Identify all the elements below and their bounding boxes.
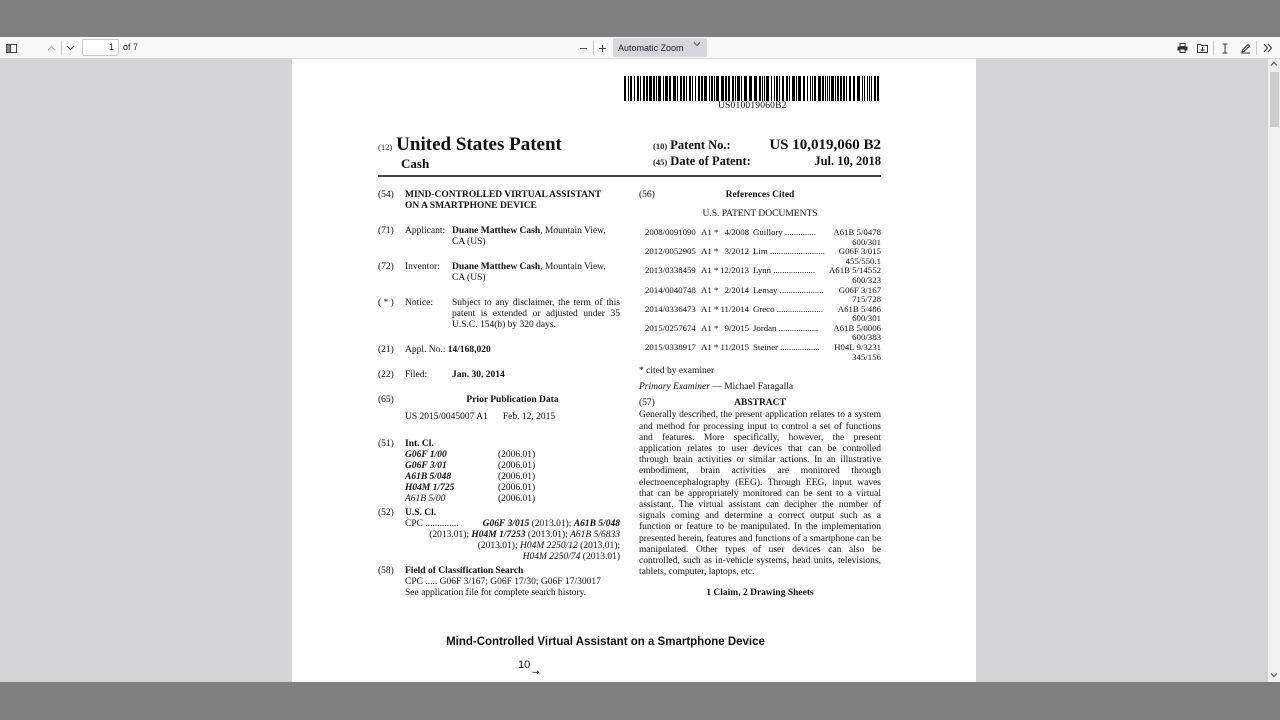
reference-inventor: Jordan — [753, 322, 777, 333]
zoom-in-button[interactable] — [596, 39, 608, 57]
barcode-bar — [818, 76, 821, 101]
save-button[interactable] — [1195, 39, 1209, 57]
barcode-bar — [877, 76, 879, 101]
toolbar-separator — [1213, 41, 1214, 55]
bibliographic-left-column — [378, 190, 620, 613]
reference-kind: A1 * — [701, 303, 719, 314]
cpc-version: (2013.01); — [529, 519, 574, 529]
int-cl-class: G06F 1/00 — [405, 450, 447, 460]
vertical-scrollbar[interactable] — [1268, 59, 1280, 682]
reference-kind: A1 * — [701, 284, 719, 295]
barcode-bar — [864, 76, 865, 101]
filed-date: Jan. 30, 2014 — [452, 370, 505, 380]
toolbar-separator — [1256, 41, 1257, 55]
barcode-bar — [709, 76, 710, 101]
barcode-bar — [867, 76, 868, 101]
barcode-bar — [673, 76, 676, 101]
barcode-text: US010019060B2 — [718, 101, 787, 111]
inventor-location: , Mountain View, — [540, 262, 606, 272]
patent-number-label: Patent No.: — [670, 138, 731, 152]
draw-button[interactable] — [1238, 39, 1252, 57]
page-number-input[interactable]: 1 — [82, 39, 119, 56]
reference-name — [753, 304, 829, 315]
reference-us-class: 600/301 — [852, 313, 881, 324]
reference-row — [639, 304, 881, 323]
patent-header-right — [653, 138, 881, 170]
references-subheading: U.S. PATENT DOCUMENTS — [702, 209, 818, 219]
code-54: (54) — [378, 190, 394, 200]
reference-inventor: Lemay — [753, 284, 778, 295]
int-cl-version: (2006.01) — [498, 461, 536, 471]
reference-leader-dots: .............. — [785, 227, 816, 237]
cpc-class: G06F 3/015 — [482, 519, 530, 529]
primary-examiner-name: — Michael Faragalla — [709, 382, 794, 393]
barcode-bar — [764, 76, 765, 101]
drawing-title: Mind-Controlled Virtual Assistant on a Smartphone Device — [446, 636, 765, 648]
prior-publication-number: US 2015/0045007 A1 — [405, 412, 488, 422]
applicant-name: Duane Matthew Cash — [452, 226, 541, 236]
barcode-bar — [831, 76, 834, 101]
reference-doc-number: 2008/0091090 — [645, 227, 696, 237]
chevron-down-icon — [66, 45, 75, 51]
barcode-bar — [656, 76, 657, 101]
pdf-page-1 — [292, 59, 976, 682]
reference-inventor: Greco — [753, 303, 775, 314]
us-cl-heading: U.S. Cl. — [405, 508, 437, 518]
bibliographic-right-column — [639, 190, 881, 599]
barcode-bar — [754, 76, 757, 101]
header-divider — [378, 175, 881, 177]
barcode-bar — [776, 76, 778, 101]
plus-icon — [598, 44, 607, 53]
invention-title-line1: MIND-CONTROLLED VIRTUAL ASSISTANT — [405, 190, 602, 200]
reference-inventor: Lim — [753, 246, 768, 257]
patent-date-row — [653, 154, 881, 170]
notice-label: Notice: — [405, 298, 433, 308]
barcode-bar — [782, 76, 784, 101]
minus-icon — [579, 44, 588, 53]
reference-date: 4/2008 — [724, 227, 749, 237]
references-heading-row — [639, 190, 881, 201]
int-cl-version: (2006.01) — [498, 483, 536, 493]
barcode-bar — [814, 76, 816, 101]
barcode-bar — [663, 76, 664, 101]
barcode-bar — [749, 76, 752, 101]
reference-class: A61B 5/486 — [837, 303, 881, 314]
barcode-bar — [692, 76, 693, 101]
primary-examiner-label: Primary Examiner — [639, 382, 710, 393]
reference-row — [639, 227, 881, 246]
cpc-classification — [405, 519, 620, 563]
field-of-search-heading: Field of Classification Search — [405, 566, 524, 576]
code-21: (21) — [378, 345, 394, 355]
int-cl-class: A61B 5/00 — [405, 494, 446, 504]
cpc-version: (2013.01); — [429, 530, 472, 540]
field-of-search-section — [378, 566, 620, 599]
double-chevron-right-icon — [1263, 43, 1273, 53]
barcode-bar — [822, 76, 824, 101]
reference-class: A61B 5/0478 — [833, 227, 881, 237]
barcode-bar — [762, 76, 763, 101]
scrollbar-thumb[interactable] — [1270, 72, 1279, 127]
barcode-bar — [835, 76, 836, 101]
invention-title-line2: ON A SMARTPHONE DEVICE — [405, 201, 537, 211]
field-of-search-cpc: CPC ..... G06F 3/167; G06F 17/30; G06F 17/30017 — [405, 577, 601, 587]
applicant-location: , Mountain View, — [540, 226, 606, 236]
reference-date: 9/2015 — [724, 322, 749, 333]
reference-leader-dots: ................... — [773, 265, 816, 276]
reference-us-class: 600/383 — [852, 332, 881, 343]
code-65: (65) — [378, 395, 394, 405]
barcode-bar — [689, 76, 691, 101]
barcode-bar — [744, 76, 747, 101]
barcode-bar — [677, 76, 678, 101]
toolbar-separator — [61, 41, 62, 55]
patent-header-left — [378, 134, 562, 171]
reference-name — [753, 285, 829, 296]
scroll-up-icon — [1268, 59, 1280, 69]
reference-inventor: Lynn — [753, 265, 772, 276]
inventor-surname: Cash — [401, 156, 430, 171]
reference-doc-number: 2013/0338459 — [645, 265, 696, 276]
barcode-bar — [698, 76, 700, 101]
zoom-select-value: Automatic Zoom — [618, 42, 684, 53]
toolbar-separator — [593, 41, 594, 55]
prior-publication-section — [378, 395, 620, 423]
code-57: (57) — [639, 398, 655, 409]
barcode-bar — [812, 76, 813, 101]
scroll-up-button[interactable] — [1268, 59, 1280, 71]
barcode-bar — [630, 76, 632, 101]
int-cl-version: (2006.01) — [498, 472, 536, 482]
abstract-text: Generally described, the present application relates to a system and method for processing input to control a set of functions and features. More specifically, however, the present application relates to user devices that can be controlled through brain activities or similar actions. In an illustrative embodiment, brain activities are monitored through electroencephalography (EEG). Through EEG, input waves that can be appropriately monitored can be sent to a virtual assistant. The virtual assistant can decipher the number of signals coming and determine a correct output such as a function or feature to be manipulated. In the implementation presented herein, features and functions of a smartphone can be manipulated. Other types of user devices can also be controlled, such as in-vehicle systems, head units, televisions, tablets, computer, laptops, etc. — [639, 410, 881, 578]
reference-kind: A1 * — [701, 342, 719, 353]
reference-date: 11/2015 — [720, 342, 749, 353]
int-cl-row — [405, 461, 620, 472]
reference-doc-number: 2014/0336473 — [645, 303, 696, 314]
barcode-bar — [871, 76, 872, 101]
int-cl-heading: Int. Cl. — [405, 439, 434, 449]
inventor-section — [378, 262, 620, 284]
barcode-bar — [646, 76, 648, 101]
reference-us-class: 345/156 — [852, 351, 881, 362]
reference-row — [639, 342, 881, 361]
code-72: (72) — [378, 262, 394, 272]
barcode-bar — [624, 76, 626, 101]
barcode-bar — [653, 76, 655, 101]
int-cl-row — [405, 450, 620, 461]
reference-doc-number: 2012/0052905 — [645, 246, 696, 257]
barcode-bar — [766, 76, 769, 101]
code-notice: ( * ) — [378, 298, 394, 308]
zoom-select[interactable] — [613, 38, 707, 57]
barcode-bar — [669, 76, 671, 101]
patent-date-label: Date of Patent: — [670, 154, 751, 168]
drawing-arrow-icon: ↘ — [529, 665, 542, 679]
reference-date: 11/2014 — [720, 303, 749, 314]
reference-doc-number: 2015/0257674 — [645, 322, 696, 333]
barcode-bar — [857, 76, 860, 101]
barcode — [624, 76, 882, 101]
barcode-bar — [737, 76, 740, 101]
filed-section — [378, 370, 620, 381]
patent-type-title: United States Patent — [396, 134, 562, 155]
barcode-bar — [725, 76, 727, 101]
cpc-version: (2013.01); — [577, 541, 620, 551]
reference-class: A61B 5/0006 — [833, 322, 881, 333]
code-12: (12) — [378, 142, 393, 152]
cpc-class: H04M 1/7253 — [471, 530, 526, 540]
barcode-bar — [716, 76, 719, 101]
barcode-bar — [792, 76, 795, 101]
reference-kind: A1 * — [701, 227, 719, 237]
reference-us-class: 600/301 — [852, 236, 881, 247]
barcode-bar — [827, 76, 828, 101]
cited-by-examiner-note: * cited by examiner — [639, 366, 715, 377]
barcode-bar — [704, 76, 707, 101]
barcode-bar — [849, 76, 851, 101]
int-cl-section — [378, 439, 620, 505]
barcode-bar — [640, 76, 641, 101]
barcode-bar — [837, 76, 839, 101]
text-cursor-icon — [1221, 43, 1229, 54]
int-cl-row — [405, 472, 620, 483]
barcode-bar — [665, 76, 668, 101]
reference-name — [753, 227, 829, 238]
code-10: (10) — [653, 141, 668, 151]
applicant-location-2: CA (US) — [452, 237, 486, 247]
reference-us-class: 455/550.1 — [845, 255, 881, 266]
cpc-version: (2013.01); — [477, 541, 520, 551]
barcode-bar — [846, 76, 847, 101]
reference-kind: A1 * — [701, 265, 719, 276]
abstract-heading-row — [639, 398, 881, 409]
barcode-bar — [628, 76, 629, 101]
claims-summary: 1 Claim, 2 Drawing Sheets — [706, 588, 814, 599]
barcode-bar — [803, 76, 805, 101]
barcode-bar — [634, 76, 635, 101]
references-list — [639, 227, 881, 361]
barcode-bar — [810, 76, 811, 101]
primary-examiner — [639, 382, 881, 393]
reference-leader-dots: .................... — [779, 284, 824, 295]
reference-inventor: Guillory — [753, 227, 783, 237]
inventor-label: Inventor: — [405, 262, 440, 272]
reference-leader-dots: .................. — [778, 322, 819, 333]
reference-class: A61B 5/14552 — [828, 265, 881, 276]
code-22: (22) — [378, 370, 394, 380]
cpc-version: (2013.01); — [525, 530, 571, 540]
barcode-bar — [840, 76, 842, 101]
barcode-bar — [695, 76, 696, 101]
print-icon — [1177, 43, 1188, 53]
int-cl-row — [405, 494, 620, 505]
patent-number-row — [653, 138, 881, 154]
application-number-label: Appl. No.: — [405, 345, 446, 355]
reference-doc-number: 2014/0040748 — [645, 284, 696, 295]
drawing-reference-number: 10 — [518, 659, 531, 671]
int-cl-version: (2006.01) — [498, 450, 536, 460]
barcode-bar — [741, 76, 742, 101]
barcode-bar — [643, 76, 645, 101]
barcode-bar — [771, 76, 772, 101]
field-of-search-note: See application file for complete search history. — [405, 588, 587, 598]
cpc-prefix: CPC .............. — [405, 519, 459, 529]
barcode-bar — [869, 76, 870, 101]
barcode-bar — [853, 76, 855, 101]
barcode-bar — [714, 76, 715, 101]
barcode-bar — [759, 76, 761, 101]
barcode-bar — [779, 76, 780, 101]
sidebar-toggle-button[interactable] — [4, 39, 18, 57]
application-number: 14/168,020 — [447, 345, 491, 355]
cpc-class: H04M 2250/74 — [522, 552, 581, 562]
reference-name — [753, 246, 829, 257]
barcode-bar — [789, 76, 790, 101]
barcode-bar — [732, 76, 734, 101]
reference-date: 12/2013 — [720, 265, 749, 276]
barcode-bar — [658, 76, 661, 101]
barcode-bar — [874, 76, 876, 101]
window-bottom-band — [0, 682, 1280, 720]
reference-row — [639, 285, 881, 304]
barcode-bar — [829, 76, 830, 101]
reference-inventor: Steiner — [753, 342, 778, 353]
barcode-bar — [735, 76, 736, 101]
cpc-class: A61B 5/6833 — [570, 530, 620, 540]
code-45: (45) — [653, 157, 668, 167]
inventor-location-2: CA (US) — [452, 273, 486, 283]
reference-name — [753, 265, 829, 276]
reference-class: H04L 9/3231 — [834, 342, 881, 353]
barcode-bar — [637, 76, 639, 101]
cpc-class: A61B 5/048 — [573, 519, 620, 529]
sidebar-toggle-icon — [6, 44, 17, 53]
patent-date: Jul. 10, 2018 — [814, 154, 881, 168]
chevron-down-icon — [693, 41, 701, 47]
barcode-bar — [649, 76, 652, 101]
applicant-label: Applicant: — [405, 226, 446, 236]
pen-icon — [1240, 43, 1251, 54]
int-cl-row — [405, 483, 620, 494]
reference-name — [753, 323, 829, 334]
reference-us-class: 600/323 — [852, 274, 881, 285]
code-51: (51) — [378, 439, 394, 449]
reference-us-class: 715/728 — [852, 294, 881, 305]
barcode-bar — [786, 76, 788, 101]
title-section — [378, 190, 620, 212]
barcode-bar — [701, 76, 703, 101]
barcode-bar — [721, 76, 724, 101]
reference-leader-dots: ......................... — [769, 246, 825, 257]
barcode-bar — [862, 76, 863, 101]
reference-row — [639, 246, 881, 265]
barcode-bar — [728, 76, 730, 101]
notice-text: Subject to any disclaimer, the term of this patent is extended or adjusted under 35 U.S.C. 154(b) by 320 days. — [452, 298, 620, 330]
references-heading: References Cited — [725, 190, 795, 200]
reference-kind: A1 * — [701, 246, 719, 257]
int-cl-list — [405, 450, 620, 505]
abstract-heading: ABSTRACT — [734, 398, 786, 409]
reference-name — [753, 342, 829, 353]
page-count-label: of 7 — [123, 42, 139, 52]
document-viewer — [0, 59, 1268, 682]
pdf-toolbar — [0, 37, 1280, 59]
zoom-out-button[interactable] — [577, 39, 589, 57]
reference-date: 3/2012 — [724, 246, 749, 257]
previous-page-button[interactable] — [45, 39, 57, 57]
window-top-band — [0, 0, 1280, 37]
filed-label: Filed: — [405, 370, 428, 380]
text-selection-button[interactable] — [1218, 39, 1232, 57]
barcode-bar — [680, 76, 682, 101]
code-71: (71) — [378, 226, 394, 236]
int-cl-class: A61B 5/048 — [405, 472, 452, 482]
print-button[interactable] — [1175, 39, 1189, 57]
patent-number: US 10,019,060 B2 — [769, 137, 881, 153]
barcode-bar — [796, 76, 797, 101]
application-number-section — [378, 345, 620, 356]
code-58: (58) — [378, 566, 394, 576]
cpc-class: H04M 2250/12 — [519, 541, 578, 551]
reference-row — [639, 323, 881, 342]
download-icon — [1197, 43, 1208, 53]
barcode-bar — [774, 76, 775, 101]
reference-leader-dots: ..................... — [776, 303, 823, 314]
reference-row — [639, 265, 881, 284]
inventor-name: Duane Matthew Cash — [452, 262, 541, 272]
code-52: (52) — [378, 508, 394, 518]
chevron-up-icon — [47, 45, 56, 51]
barcode-bar — [807, 76, 808, 101]
more-tools-button[interactable] — [1261, 39, 1275, 57]
reference-class: G06F 3/167 — [838, 284, 881, 295]
barcode-bar — [825, 76, 826, 101]
int-cl-version: (2006.01) — [498, 494, 536, 504]
prior-publication-date: Feb. 12, 2015 — [502, 412, 556, 422]
int-cl-class: H04M 1/725 — [405, 483, 455, 493]
barcode-bar — [798, 76, 801, 101]
reference-kind: A1 * — [701, 322, 719, 333]
reference-doc-number: 2015/0338917 — [645, 342, 696, 353]
next-page-button[interactable] — [64, 39, 76, 57]
notice-section — [378, 298, 620, 331]
reference-leader-dots: .................. — [780, 342, 820, 353]
barcode-bar — [843, 76, 845, 101]
us-cl-section — [378, 508, 620, 563]
prior-publication-heading: Prior Publication Data — [466, 395, 559, 405]
int-cl-class: G06F 3/01 — [405, 461, 447, 471]
barcode-bar — [686, 76, 687, 101]
reference-class: G06F 3/015 — [838, 246, 881, 257]
barcode-bar — [711, 76, 713, 101]
code-56: (56) — [639, 190, 655, 200]
scroll-down-icon — [1268, 670, 1280, 680]
cpc-version: (2013.01) — [580, 552, 620, 562]
barcode-bar — [683, 76, 685, 101]
reference-date: 2/2014 — [724, 284, 749, 295]
applicant-section — [378, 226, 620, 248]
scroll-down-button[interactable] — [1268, 670, 1280, 682]
